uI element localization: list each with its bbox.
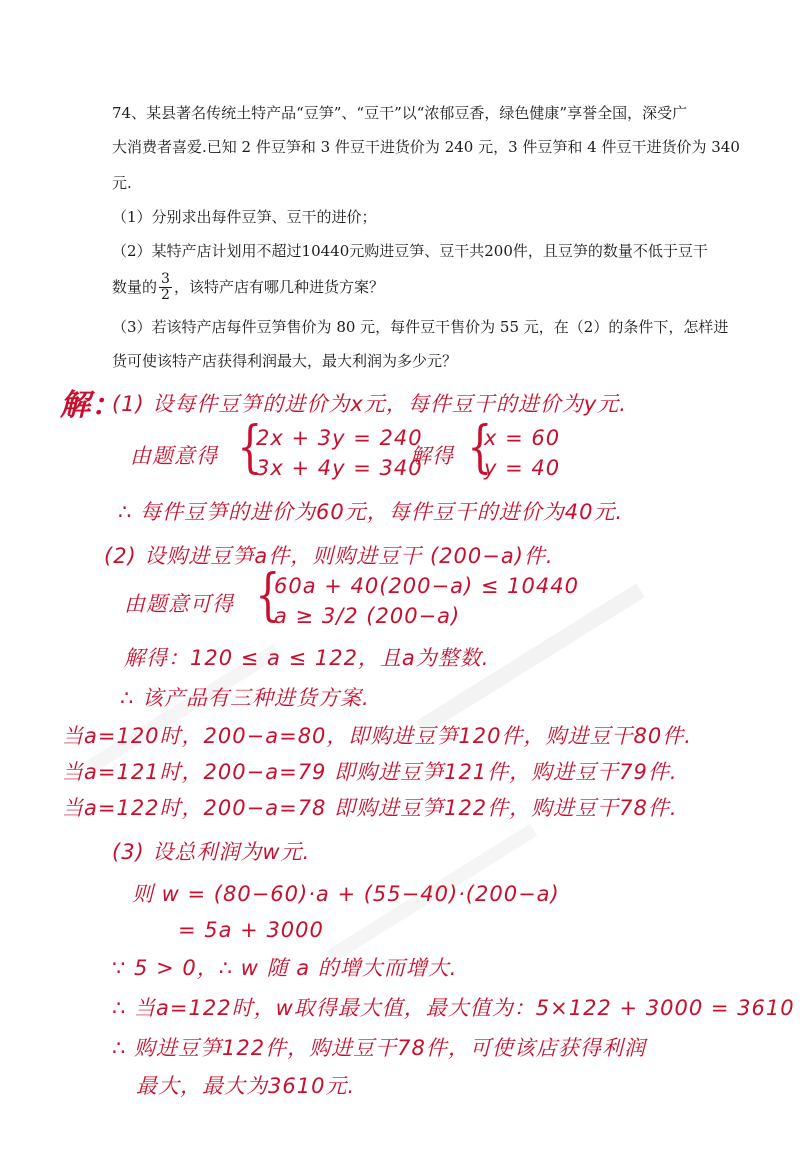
fraction-numerator: 3 (161, 271, 170, 287)
part3-answer: ∴ 购进豆笋122件，购进豆干78件，可使该店获得利润 (112, 1036, 646, 1060)
part2-inequality-1: 60a + 40(200−a) ≤ 10440 (274, 574, 579, 598)
part2-condition-label: 由题意可得 (124, 592, 234, 616)
part1-condition-label: 由题意得 (130, 444, 218, 468)
question-1: （1）分别求出每件豆笋、豆干的进价； (112, 208, 377, 226)
question-2-continued (112, 272, 384, 304)
part1-y-value: y = 40 (484, 456, 561, 480)
question-3: （3）若该特产店每件豆笋售价为 80 元，每件豆干售价为 55 元，在（2）的条件下，怎样进 (112, 318, 729, 336)
part1-x-value: x = 60 (484, 426, 561, 450)
part3-answer-continued: 最大，最大为3610元. (136, 1074, 356, 1098)
part2-solution: 解得：120 ≤ a ≤ 122，且a为整数. (124, 646, 490, 670)
part1-answer: ∴ 每件豆笋的进价为60元，每件豆干的进价为40元. (118, 500, 624, 524)
fraction-three-halves (159, 272, 172, 304)
part1-setup: (1) 设每件豆笋的进价为x元，每件豆干的进价为y元. (112, 392, 627, 416)
part3-monotonic: ∵ 5 > 0，∴ w 随 a 的增大而增大. (112, 956, 458, 980)
question-2: （2）某特产店计划用不超过10440元购进豆笋、豆干共200件，且豆笋的数量不低于豆干 (112, 242, 708, 260)
part1-equation-1: 2x + 3y = 240 (256, 426, 423, 450)
part2-inequality-2: a ≥ 3/2 (200−a) (274, 604, 461, 628)
question-2-prefix: 数量的 (112, 277, 158, 296)
part3-setup: (3) 设总利润为w元. (112, 840, 311, 864)
part3-profit-formula: 则 w = (80−60)·a + (55−40)·(200−a) (132, 882, 560, 906)
part2-answer: ∴ 该产品有三种进货方案. (120, 686, 370, 710)
problem-line: 74、某县著名传统土特产品“豆笋”、“豆干”以“浓郁豆香，绿色健康”享誉全国，深受广 (112, 104, 688, 122)
question-2-suffix: ，该特产店有哪几种进货方案？ (173, 277, 384, 296)
case-122: 当a=122时，200−a=78 即购进豆笋122件，购进豆干78件. (62, 796, 678, 820)
solution-label: 解： (60, 388, 122, 423)
fraction-denominator: 2 (161, 287, 170, 304)
part3-profit-simplified: = 5a + 3000 (178, 918, 324, 942)
part3-maximum: ∴ 当a=122时，w取得最大值，最大值为：5×122 + 3000 = 3610 (112, 996, 795, 1020)
problem-line: 大消费者喜爱.已知 2 件豆笋和 3 件豆干进货价为 240 元，3 件豆笋和 4 件豆干进货价为 340 (112, 138, 740, 156)
system-brace: { (467, 415, 493, 480)
case-120: 当a=120时，200−a=80，即购进豆笋120件，购进豆干80件. (62, 724, 692, 748)
part1-equation-2: 3x + 4y = 340 (256, 456, 423, 480)
system-brace: { (237, 415, 263, 480)
part1-solve-label: 解得 (410, 444, 454, 468)
question-3-continued: 货可使该特产店获得利润最大，最大利润为多少元？ (112, 352, 458, 370)
case-121: 当a=121时，200−a=79 即购进豆笋121件，购进豆干79件. (62, 760, 678, 784)
system-brace: { (255, 563, 281, 628)
part2-setup: (2) 设购进豆笋a件，则购进豆干 (200−a)件. (104, 544, 554, 568)
problem-line: 元. (112, 174, 132, 192)
